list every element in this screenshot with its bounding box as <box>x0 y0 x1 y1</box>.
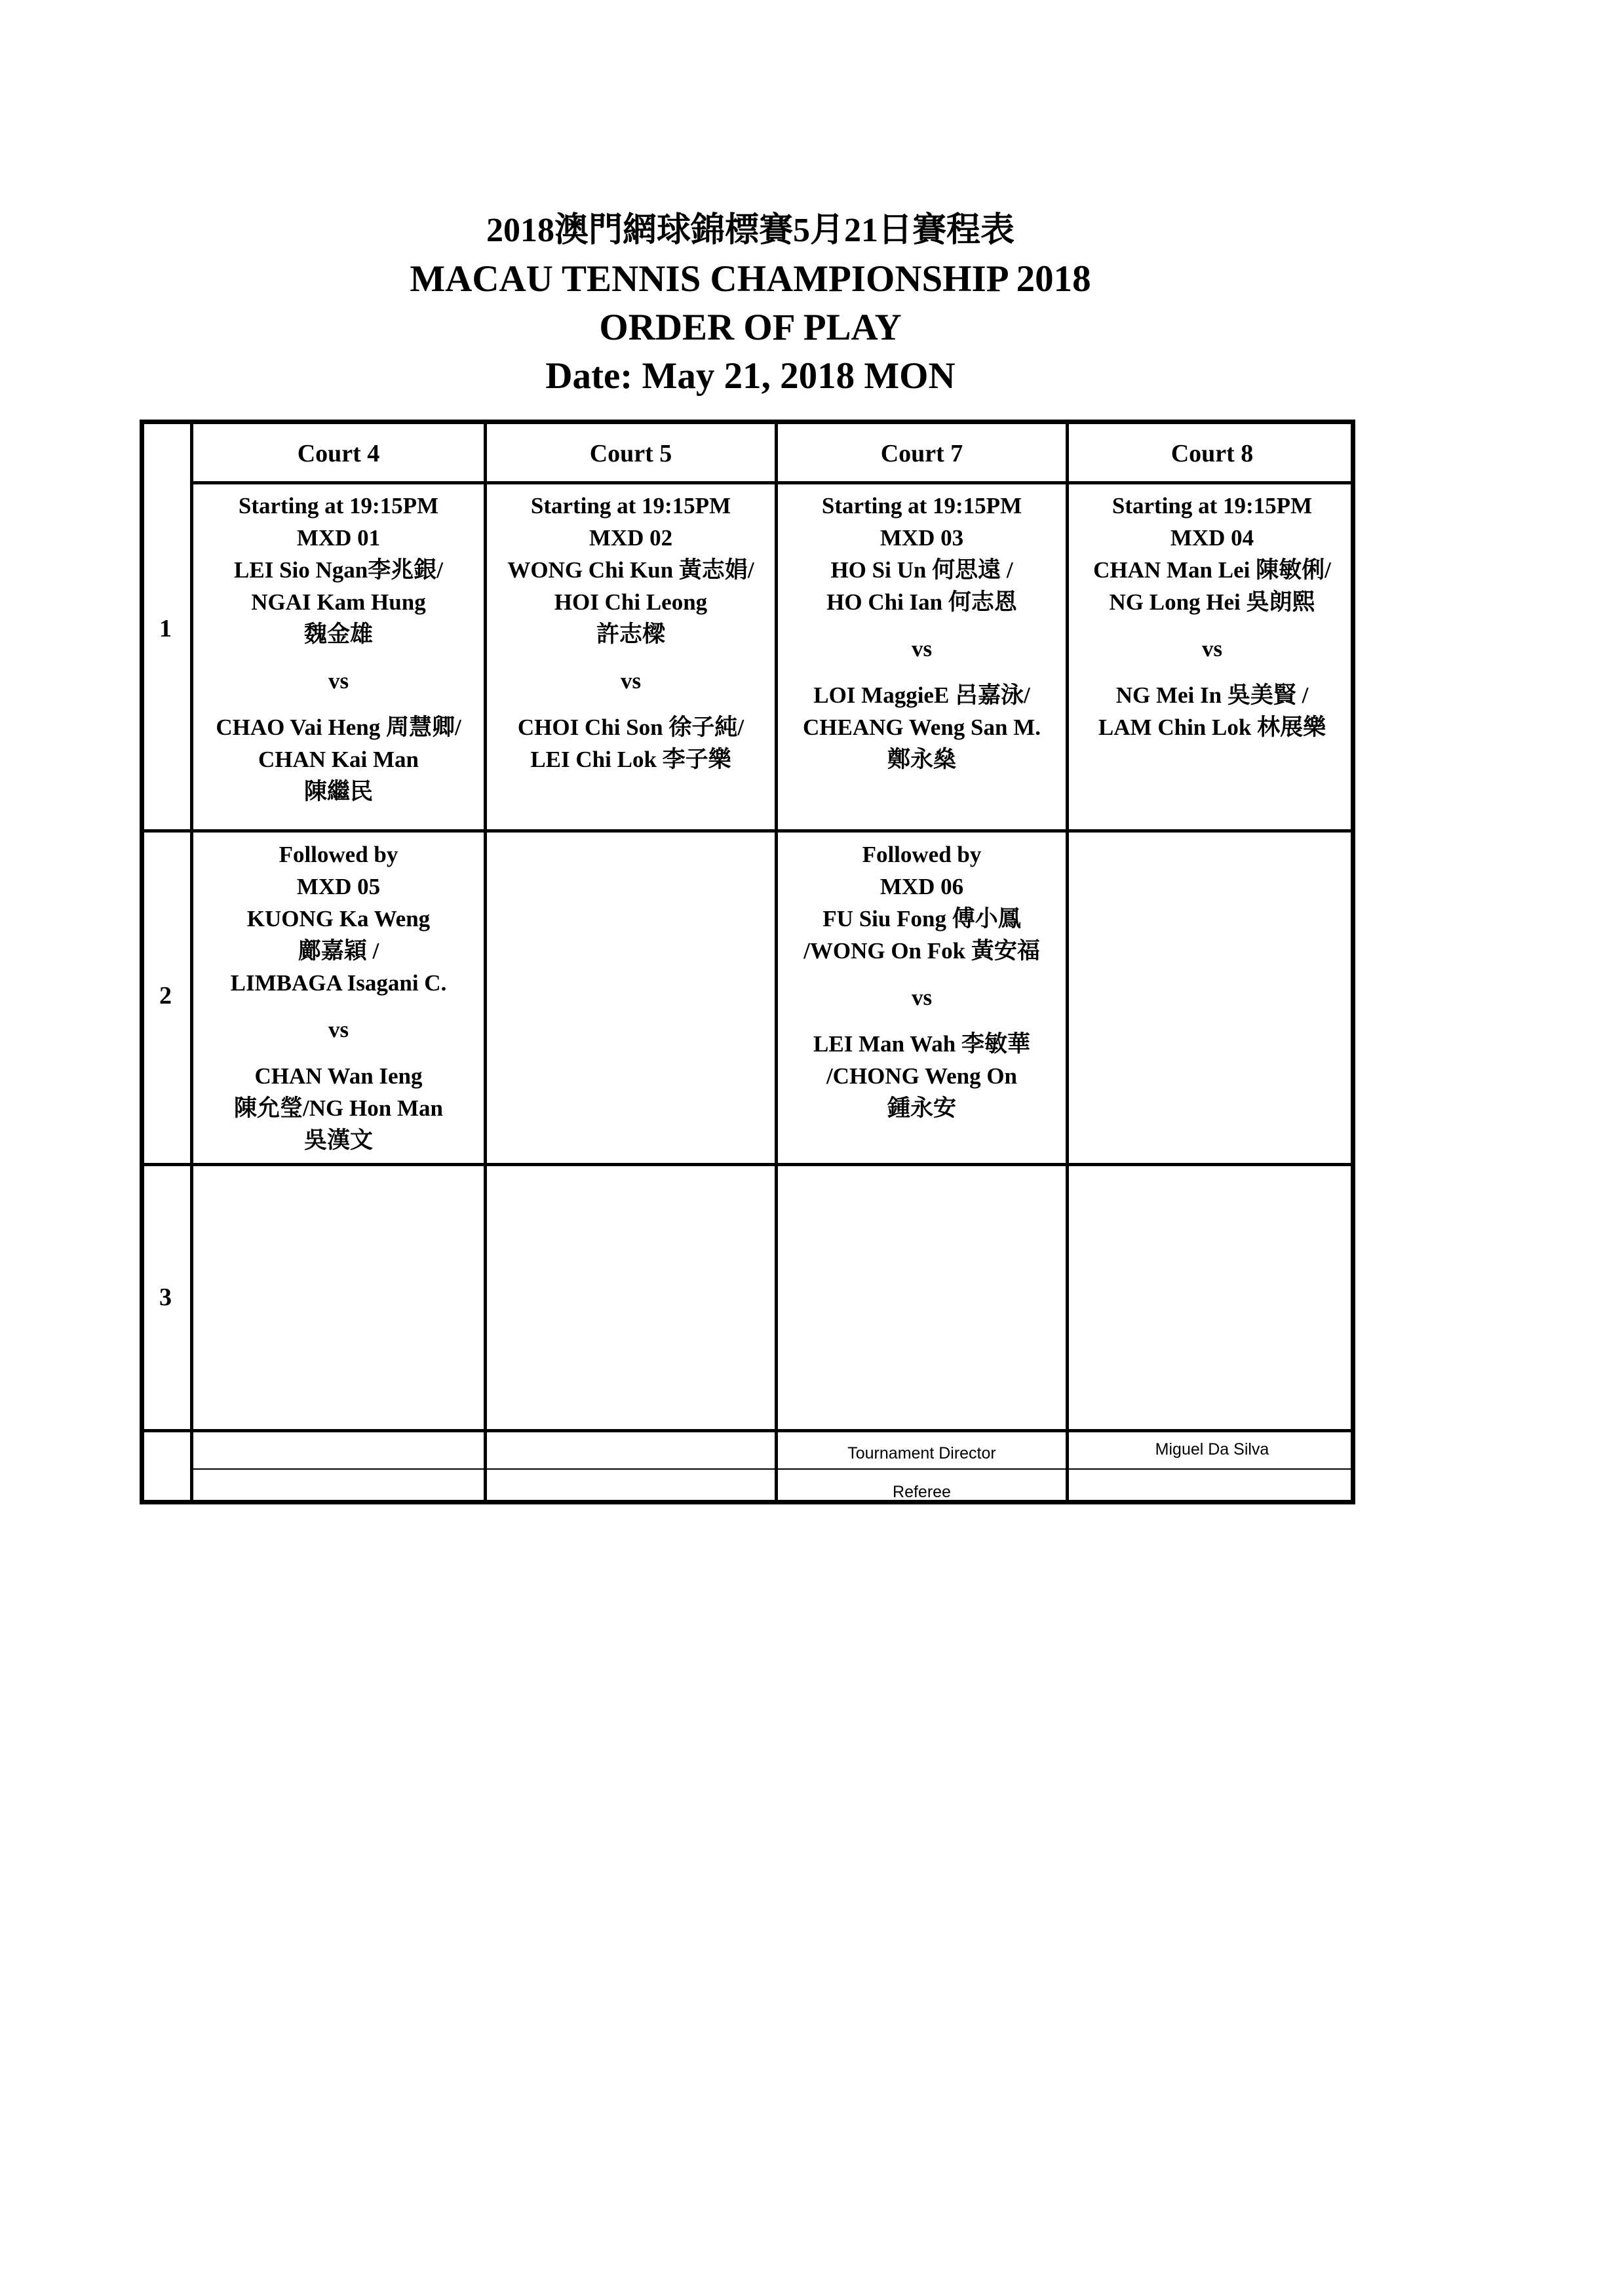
match-line: KUONG Ka Weng <box>246 906 431 932</box>
match-line: 陳繼民 <box>303 779 373 804</box>
match-line: FU Siu Fong 傅小鳳 <box>822 906 1021 932</box>
title-chinese: 2018澳門網球錦標賽5月21日賽程表 <box>486 212 1015 249</box>
match-line: /CHONG Weng On <box>826 1063 1018 1089</box>
row-number-3: 3 <box>159 1284 172 1311</box>
versus-label: vs <box>911 636 933 661</box>
row-number-2: 2 <box>159 982 172 1010</box>
match-line: WONG Chi Kun 黃志娟/ <box>507 557 754 583</box>
match-cell-court-7-slot-2 <box>778 838 1066 1124</box>
match-line: Starting at 19:15PM <box>530 493 731 519</box>
court-7-header: Court 7 <box>880 440 963 467</box>
match-line: 陳允瑩/NG Hon Man <box>234 1095 443 1121</box>
match-line: MXD 02 <box>589 525 673 551</box>
date-line: Date: May 21, 2018 MON <box>545 355 956 397</box>
match-line: 許志樑 <box>596 621 665 647</box>
match-line: HO Si Un 何思遠 / <box>830 557 1013 583</box>
match-line: MXD 06 <box>880 874 964 899</box>
match-line: MXD 01 <box>296 525 381 551</box>
match-line: 魏金雄 <box>303 621 373 647</box>
match-line: CHAN Man Lei 陳敏俐/ <box>1093 557 1331 583</box>
match-line: 鄺嘉穎 / <box>298 938 379 964</box>
match-cell-court-7-slot-1 <box>778 490 1066 775</box>
match-cell-court-4-slot-1 <box>193 490 484 808</box>
match-line: CHEANG Weng San M. <box>802 715 1041 740</box>
match-line: Followed by <box>279 842 398 867</box>
referee-label: Referee <box>893 1483 951 1501</box>
versus-label: vs <box>328 1017 349 1042</box>
order-of-play-heading: ORDER OF PLAY <box>599 307 902 348</box>
row-number-1: 1 <box>159 615 172 642</box>
match-line: CHAN Kai Man <box>258 747 419 772</box>
match-line: Starting at 19:15PM <box>238 493 439 519</box>
match-line: /WONG On Fok 黃安福 <box>803 938 1040 964</box>
match-line: HO Chi Ian 何志恩 <box>826 589 1017 615</box>
match-line: Followed by <box>862 842 982 867</box>
tournament-director-name: Miguel Da Silva <box>1155 1440 1269 1459</box>
versus-label: vs <box>1201 636 1223 661</box>
match-line: NG Mei In 吳美賢 / <box>1115 682 1309 708</box>
match-line: LEI Sio Ngan李兆銀/ <box>234 557 443 583</box>
title-english: MACAU TENNIS CHAMPIONSHIP 2018 <box>410 258 1091 300</box>
match-line: CHAO Vai Heng 周慧卿/ <box>216 715 461 740</box>
page-header <box>0 206 1501 401</box>
match-line: LEI Chi Lok 李子樂 <box>530 747 731 772</box>
match-line: MXD 03 <box>880 525 964 551</box>
match-line: LOI MaggieE 呂嘉泳/ <box>813 682 1030 708</box>
match-line: Starting at 19:15PM <box>1112 493 1313 519</box>
match-line: 鄭永燊 <box>887 747 956 772</box>
match-line: CHOI Chi Son 徐子純/ <box>517 715 744 740</box>
match-line: LAM Chin Lok 林展樂 <box>1098 715 1326 740</box>
match-line: 鍾永安 <box>887 1095 956 1121</box>
match-line: NGAI Kam Hung <box>251 589 426 615</box>
match-line: 吳漢文 <box>303 1128 373 1153</box>
match-line: HOI Chi Leong <box>554 589 708 615</box>
match-line: MXD 04 <box>1170 525 1254 551</box>
schedule-table <box>140 420 1355 1504</box>
versus-label: vs <box>620 668 642 694</box>
versus-label: vs <box>911 985 933 1010</box>
court-5-header: Court 5 <box>589 440 672 467</box>
match-line: LEI Man Wah 李敏華 <box>813 1031 1030 1057</box>
match-line: MXD 05 <box>296 874 381 899</box>
match-line: CHAN Wan Ieng <box>254 1063 423 1089</box>
versus-label: vs <box>328 668 349 694</box>
court-8-header: Court 8 <box>1170 440 1254 467</box>
tournament-director-label: Tournament Director <box>847 1444 996 1462</box>
match-line: LIMBAGA Isagani C. <box>230 970 447 996</box>
match-cell-court-5-slot-1 <box>487 490 775 775</box>
match-line: NG Long Hei 吳朗熙 <box>1109 589 1315 615</box>
match-line: Starting at 19:15PM <box>821 493 1022 519</box>
match-cell-court-4-slot-2 <box>193 838 484 1156</box>
match-cell-court-8-slot-1 <box>1069 490 1355 743</box>
court-4-header: Court 4 <box>297 440 380 467</box>
